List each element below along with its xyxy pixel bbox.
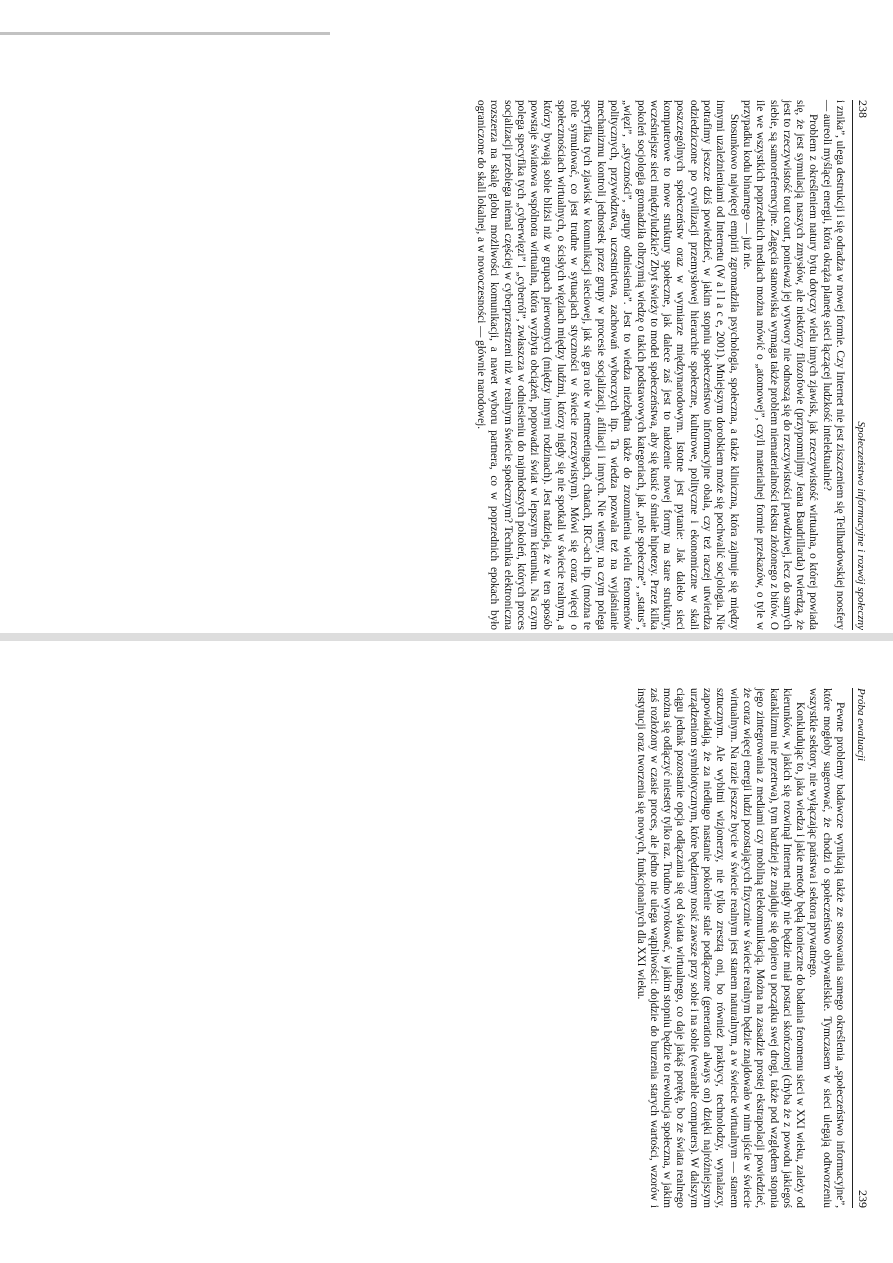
right-page <box>400 688 870 1208</box>
scan-artifact-top <box>0 32 330 35</box>
paragraph: Stosunkowo najwięcej empirii zgromadziła psychologia, społeczna, a także kliniczna, która zajmuje się między innymi uzależnieniami od Internetu (W a l l a c e, 2001). Mniejszym dorobkiem może się pochwalić socjologia. Nie potrafimy jeszcze dziś powiedzieć, w jakim stopniu społeczeństwo informacyjne obala, czy też raczej utwierdza odziedziczone po cywilizacji przemysłowej hierarchie społeczne, kulturowe, polityczne i ekonomiczne w skali poszczególnych społeczeństw oraz w wymiarze międzynarodowym. Istotne jest pytanie: Jak daleko sieci komputerowe to nowe struktury społeczne, jak dalece zaś jest to nałożenie nowej formy na stare struktury, wcześniejsze sieci międzyludzkie? Zbyt świeży to model społeczeństwa, aby się kusić o śmiałe hipotezy. Przez kilka pokoleń socjologia gromadziła olbrzymią wiedzę o takich podstawowych kategoriach, jak „role społeczne”, „status”, „więzi”, „styczności”, „grupy odniesienia”. Jest to wiedza niezbędna także do zrozumienia wielu fenomenów politycznych, przywództwa, uczestnictwa, zachowań wyborczych itp. Ta wiedza pozwala też na wyjaśnianie mechanizmu kontroli jednostek przez grupy w procesie socjalizacji, afiliacji i innych. Nie wiemy, na czym polega specyfika tych zjawisk w komunikacji sieciowej, jak się gra role w netmeetingach, chatach, IRC-ach itp. (można te role symulować, co jest trudne w sytuacjach styczności w świecie rzeczywistym). Mówi się coraz więcej o społecznościach wirtualnych, o ścisłych więziach między ludźmi, którzy nigdy się nie spotkali w świecie realnym, a którzy bywają sobie bliżsi niż w grupach pierwotnych (między innymi rodzinach). Jest nadzieja, że w ten sposób powstaje światowa wspólnota wirtualna, która wyzbyta obciążeń, popowadzi świat w lepszym kierunku. Na czym polega specyfika tych „cyberwięzi” i „cyberról”, zwłaszcza w odniesieniu do najmłodszych pokoleń, których proces socjalizacji przebiega niemal częściej w cyberprzestrzeni niż w realnym świecie społecznym? Technika elektroniczna rozszerza na skalę globu możliwości komunikacji, a nawet wyboru partnera, co w poprzednich epokach było ograniczone do skali lokalnej, a w nowoczesności — głównie narodowej. <box>474 100 740 630</box>
running-head: Próba ewaluacji <box>855 688 867 762</box>
paragraph: i znika”, ulega destrukcji i się odradza w nowej formie. Czy Internet nie jest ziszczeniem się Teilhardowskiej noosfery — aureoli myślącej energii, która okrąża planetę sieci łączącej ludzkość intelektualnie? <box>820 100 846 630</box>
page-header <box>852 100 870 630</box>
paragraph: Konkludując to, jaka wiedza i jakie metody będą konieczne do badania fenomenu sieci w XXI wieku, zależy od kierunków, w jakich się rozwinął Internet nigdy nie będzie miał postaci skończonej (chyba że z powodu jakiegoś kataklizmu nie przetrwa), tym bardziej że znajduje się dopiero u początku swej drogi, także pod względem stopnia jego zintegrowania z mediami czy mobilną telekomunikacją. Można na zasadzie prostej ekstrapolacji powiedzieć, że coraz więcej energii ludzi pozostających fizycznie w świecie realnym będzie znajdowało w nim ujście w świecie wirtualnym. Na razie jeszcze bycie w świecie realnym jest stanem naturalnym, a w świecie wirtualnym — stanem sztucznym. Ale wybitni wizjonerzy, nie tylko zresztą oni, bo również praktycy, technolodzy, wynalazcy, zapowiadają, że za niedługo nastanie pokolenie stale podłączone (generation always on) dzięki najróżniejszym urządzeniom symbiotycznym, które będziemy nosić zawsze przy sobie i na sobie (wearable computers). W dalszym ciągu jednak pozostanie opcja odłączania się od świata wirtualnego, co daje jakąś porękę, bo ze świata realnego można się odłączyć niestety tylko raz. Trudno wyrokować, w jakim stopniu będzie to rewolucja społeczna, w jakim zaś rozłożony w czasie proces, ale jedno nie ulega wątpliwości: dojdzie do burzenia starych wartości, wzorów i instytucji oraz tworzenia się nowych, funkcjonalnych dla XXI wieku. <box>634 688 807 1208</box>
paragraph: Pewne problemy badawcze wynikają także ze stosowania samego określenia „społeczeństwo informacyjne”, które mogłoby sugerować, że chodzi o społeczeństwo obywatelskie. Tymczasem w sieci ulegają odtworzeniu wszystkie sektory, nie wyłączając państwa i sektora prywatnego. <box>807 688 846 1208</box>
page-number: 239 <box>856 1190 870 1208</box>
page-header <box>852 688 870 1208</box>
scan-artifact-middle <box>0 633 893 641</box>
left-page <box>110 100 870 630</box>
running-head: Społeczeństwo informacyjne i rozwój społeczny <box>855 421 867 630</box>
paragraph: Problem z określeniem natury bytu dotyczy wielu innych zjawisk, jak rzeczywistość wirtualna, o której powiada się, że jest symulacją naszych zmysłów, ale niektórzy filozofowie (przypomnijmy Jeana Baudrillarda) twierdzą, że jest to rzeczywistość tout court, ponieważ jej wytwory nie odnoszą się do rzeczywistości prawdziwej, lecz do samych siebie, są samoreferencyjne. Zagęcia stanowiska wymaga także problem niematerialności tekstu złożonego z bitów. O ile we wszystkich poprzednich mediach można mówić o „atomowej”, czyli materialnej formie przekazów, o tyle w przypadku kodu binarnego — już nie. <box>740 100 820 630</box>
page-number: 238 <box>856 100 870 118</box>
